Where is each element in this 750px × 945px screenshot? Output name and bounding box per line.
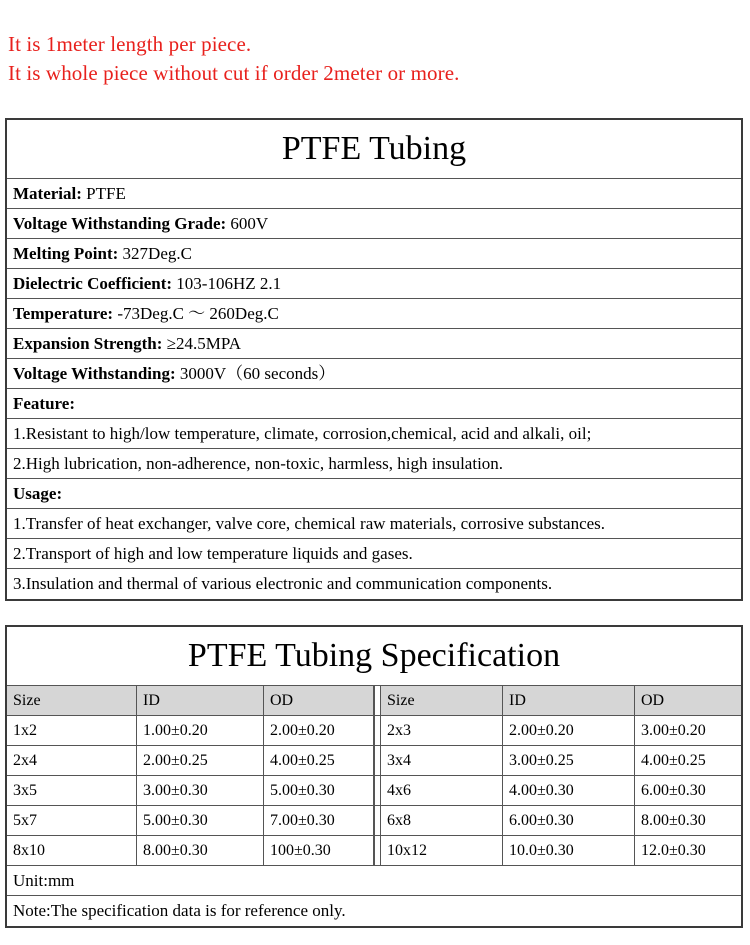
unit-note-row [7,866,741,896]
cell-size-left: 1x2 [7,716,137,745]
cell-id-right: 4.00±0.30 [503,776,635,805]
property-row-dielectric-coefficient [7,269,741,299]
cell-id-left: 3.00±0.30 [137,776,264,805]
cell-size-right: 6x8 [381,806,503,835]
specification-table [5,625,743,928]
cell-size-right: 3x4 [381,746,503,775]
feature-item: 2.High lubrication, non-adherence, non-toxic, harmless, high insulation. [13,453,504,473]
reference-note: Note:The specification data is for reference only. [13,901,346,920]
column-divider [374,746,381,775]
cell-size-right: 2x3 [381,716,503,745]
column-divider [374,806,381,835]
cell-size-left: 5x7 [7,806,137,835]
cell-id-right: 2.00±0.20 [503,716,635,745]
cell-od-left: 100±0.30 [264,836,374,865]
property-value: 3000V（60 seconds） [179,363,336,383]
column-header-id-left: ID [137,686,264,715]
feature-item-row [7,449,741,479]
feature-item-row [7,419,741,449]
usage-item: 3.Insulation and thermal of various electronic and communication components. [13,574,553,593]
property-row-temperature [7,299,741,329]
property-label: Voltage Withstanding: [13,363,176,383]
intro-line-1: It is 1meter length per piece. [8,32,252,56]
intro-line-2: It is whole piece without cut if order 2meter or more. [8,61,460,85]
cell-id-left: 8.00±0.30 [137,836,264,865]
property-value: -73Deg.C ～ 260Deg.C [117,303,279,323]
property-row-voltage-withstanding [7,359,741,389]
column-header-size-left: Size [7,686,137,715]
property-row-expansion-strength [7,329,741,359]
property-label: Expansion Strength: [13,333,163,353]
column-divider [374,776,381,805]
usage-heading-row [7,479,741,509]
usage-item-row [7,539,741,569]
cell-od-right: 8.00±0.30 [641,811,706,829]
column-divider [374,836,381,865]
unit-note: Unit:mm [13,870,75,890]
usage-item: 2.Transport of high and low temperature liquids and gases. [13,543,413,563]
table-row [7,776,741,806]
property-value: 327Deg.C [122,243,192,263]
column-header-od-right: OD [635,686,741,715]
property-label: Melting Point: [13,243,119,263]
property-row-material [7,179,741,209]
cell-id-left: 5.00±0.30 [137,806,264,835]
cell-od-right: 6.00±0.30 [641,781,706,799]
column-header-id-right: ID [503,686,635,715]
column-divider [374,686,381,715]
cell-size-right: 10x12 [381,836,503,865]
usage-item: 1.Transfer of heat exchanger, valve core, chemical raw materials, corrosive substances. [13,513,606,533]
cell-od-left: 4.00±0.25 [264,746,374,775]
intro-notes [8,30,744,88]
cell-size-left: 2x4 [7,746,137,775]
cell-od-left: 7.00±0.30 [264,806,374,835]
column-header-od-left: OD [264,686,374,715]
property-row-melting-point [7,239,741,269]
usage-item-row [7,569,741,599]
property-label: Voltage Withstanding Grade: [13,213,227,233]
table-row [7,716,741,746]
cell-od-right: 12.0±0.30 [641,841,706,859]
feature-heading-row [7,389,741,419]
column-header-size-right: Size [381,686,503,715]
cell-size-left: 3x5 [7,776,137,805]
feature-heading: Feature: [13,393,75,413]
column-divider [374,716,381,745]
cell-od-right: 3.00±0.20 [641,721,706,739]
spec-table-title-row [7,627,741,686]
product-info-table [5,118,743,601]
table-row [7,806,741,836]
property-value: ≥24.5MPA [166,333,242,353]
cell-id-right: 3.00±0.25 [503,746,635,775]
info-table-title-row [7,120,741,179]
usage-item-row [7,509,741,539]
cell-id-right: 6.00±0.30 [503,806,635,835]
cell-id-left: 2.00±0.25 [137,746,264,775]
property-value: PTFE [86,183,126,203]
table-row [7,746,741,776]
page-title: PTFE Tubing [281,130,467,167]
cell-od-left: 2.00±0.20 [264,716,374,745]
cell-od-left: 5.00±0.30 [264,776,374,805]
usage-heading: Usage: [13,483,63,503]
cell-id-left: 1.00±0.20 [137,716,264,745]
cell-od-right: 4.00±0.25 [641,751,706,769]
feature-item: 1.Resistant to high/low temperature, climate, corrosion,chemical, acid and alkali, oil; [13,423,592,443]
spec-title: PTFE Tubing Specification [187,637,561,674]
table-row [7,836,741,866]
reference-note-row [7,896,741,926]
property-label: Dielectric Coefficient: [13,273,173,293]
property-row-voltage-grade [7,209,741,239]
cell-size-left: 8x10 [7,836,137,865]
property-value: 103-106HZ 2.1 [176,273,282,293]
property-label: Material: [13,183,82,203]
property-value: 600V [230,213,269,233]
cell-size-right: 4x6 [381,776,503,805]
property-label: Temperature: [13,303,114,323]
cell-id-right: 10.0±0.30 [503,836,635,865]
spec-header-row [7,686,741,716]
